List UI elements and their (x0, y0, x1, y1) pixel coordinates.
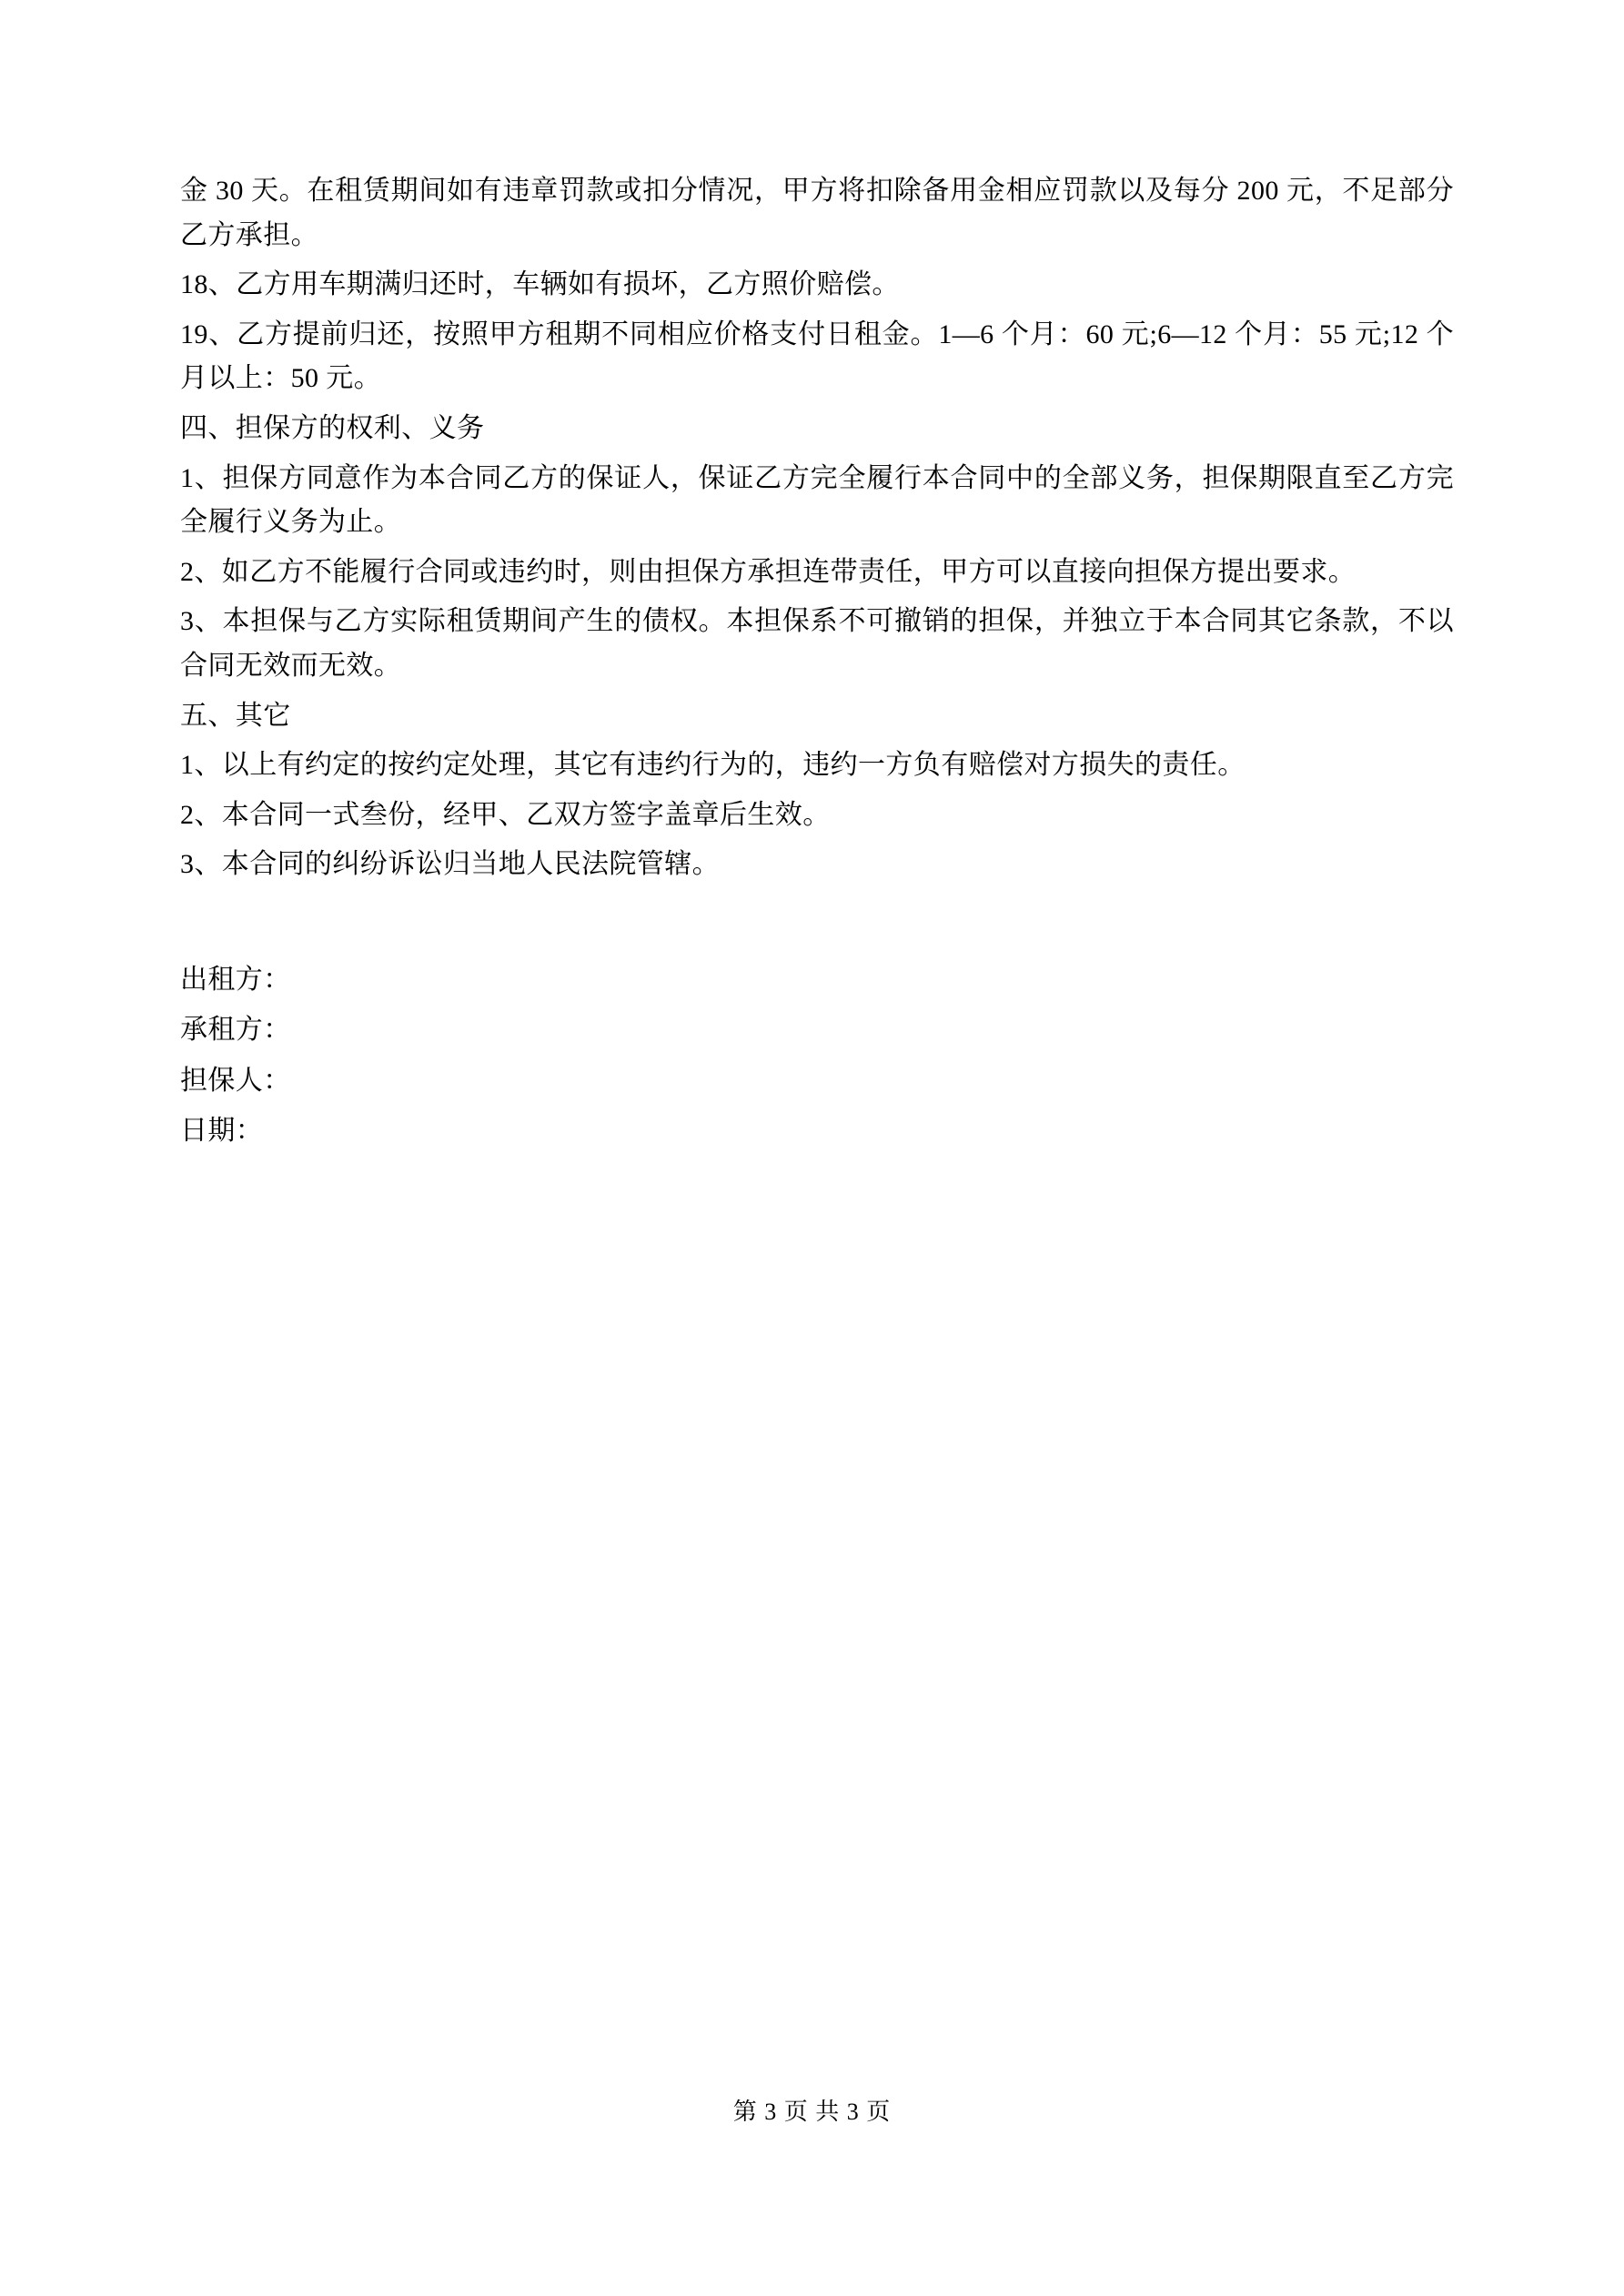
section-four-item-1: 1、担保方同意作为本合同乙方的保证人，保证乙方完全履行本合同中的全部义务，担保期限直至乙方完全履行义务为止。 (180, 462, 1454, 538)
signature-guarantor: 担保人： (180, 1065, 291, 1096)
section-five-item-3: 3、本合同的纠纷诉讼归当地人民法院管辖。 (180, 849, 720, 880)
signature-date: 日期： (180, 1116, 264, 1147)
page-footer: 第 3 页 共 3 页 (732, 2099, 892, 2125)
signature-block (180, 955, 1454, 1157)
section-five-item-1: 1、以上有约定的按约定处理，其它有违约行为的，违约一方负有赔偿对方损失的责任。 (180, 750, 1246, 781)
document-body (180, 169, 1454, 1157)
section-heading-five: 五、其它 (180, 700, 291, 731)
signature-lessor: 出租方： (180, 964, 291, 995)
section-heading-four: 四、担保方的权利、义务 (180, 412, 485, 443)
section-four-item-2: 2、如乙方不能履行合同或违约时，则由担保方承担连带责任，甲方可以直接向担保方提出要求。 (180, 556, 1357, 587)
signature-lessee: 承租方： (180, 1015, 291, 1046)
section-five-item-2: 2、本合同一式叁份，经甲、乙双方签字盖章后生效。 (180, 799, 831, 830)
clause-18: 18、乙方用车期满归还时，车辆如有损坏，乙方照价赔偿。 (180, 269, 900, 300)
section-four-item-3: 3、本担保与乙方实际租赁期间产生的债权。本担保系不可撤销的担保，并独立于本合同其它条款，不以合同无效而无效。 (180, 606, 1454, 681)
clause-19: 19、乙方提前归还，按照甲方租期不同相应价格支付日租金。1—6 个月：60 元;6—12 个月：55 元;12 个月以上：50 元。 (180, 319, 1454, 394)
paragraph-continuation: 金 30 天。在租赁期间如有违章罚款或扣分情况，甲方将扣除备用金相应罚款以及每分 200 元，不足部分乙方承担。 (180, 176, 1454, 250)
